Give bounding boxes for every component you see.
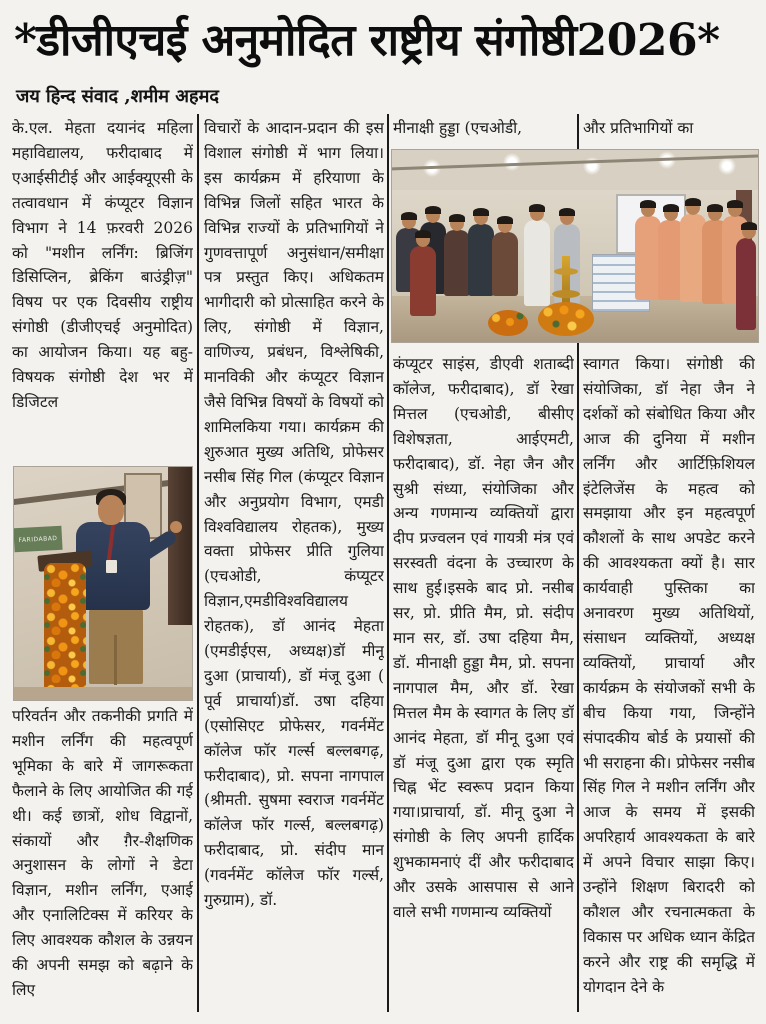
column-3-first-line [393,116,574,142]
doorway [168,467,192,625]
speaker-badge [106,560,117,573]
flower-arrangement [488,310,528,336]
attendee-figure [492,232,518,296]
column-4-first-line [583,116,755,142]
attendee-figure [468,224,494,296]
attendee-figure [410,246,436,316]
column-4-body-text [583,352,755,1016]
column-3-body-text [393,352,574,1016]
podium-photo [13,466,193,701]
faridabad-sign [13,526,62,552]
byline: जय हिन्द संवाद ,शमीम अहमद [16,86,219,107]
column-1-bottom-text [12,704,193,1016]
faridabad-sign-text: FARIDABAD [18,534,58,544]
brass-lamp-tier [554,268,578,275]
brass-lamp-tier [552,290,580,298]
speaker-head [98,495,124,525]
paragraph: परिवर्तन और तकनीकी प्रगति में मशीन लर्निंग की महत्वपूर्ण भूमिका के बारे में जागरूकता फैलाने के लिए आयोजित की गई थी। कई छात्रों, शोध विद्वानों, संकायों और ग़ैर-शैक्षणिक अनुशासन के लोगों ने डेटा विज्ञान, मशीन लर्निंग, एआई और एनालिटिक्स में करियर के लिए आवश्यक कौशल के उन्नयन की अपनी समझ को बढ़ाने के लिए [12,707,193,999]
ceremony-photo [391,149,759,343]
attendee-figure [736,238,756,330]
column-2-text [204,116,384,1012]
paragraph: कंप्यूटर साइंस, डीएवी शताब्दी कॉलेज, फरीदाबाद), डॉ रेखा मित्तल (एचओडी, बीसीए विशेषज्ञता, आईएमटी, फरीदाबाद), डॉ. नेहा जैन और सुश्री संध्या, संयोजिका और अन्य गणमान्य व्यक्तियों द्वारा दीप प्रज्वलन एवं गायत्री मंत्र एवं सरस्वती वंदना के उच्चारण के साथ हुई।इसके बाद प्रो. नसीब सर, प्रो. प्रीति मैम, प्रो. संदीप मान सर, डॉ. उषा दहिया मैम, डॉ. मीनाक्षी हुड्डा मैम, प्रो. सपना नागपाल मैम, और डॉ. रेखा मित्तल मैम के स्वागत के लिए डॉ आनंद मेहता, डॉ मीनू दुआ एवं डॉ मंजू दुआ द्वारा एक स्मृति चिह्न भेंट स्वरूप प्रदान किया गया।प्राचार्या, डॉ. मीनू दुआ ने संगोष्ठी के लिए अपनी हार्दिक शुभकामनाएं दीं और फरीदाबाद और उसके आसपास से आने वाले सभी गणमान्य व्यक्तियों [393,355,574,921]
speaker-hand [170,521,182,533]
paragraph: विचारों के आदान-प्रदान की इस विशाल संगोष्ठी में भाग लिया। इस कार्यक्रम में हरियाणा के विभिन्न जिलों सहित भारत के विभिन्न राज्यों के प्रतिभागियों ने गुणवत्तापूर्ण अनुसंधान/समीक्षा पत्र प्रस्तुत किए। अधिकतम भागीदारी को प्रोत्साहित करने के लिए, संगोष्ठी में विज्ञान, वाणिज्य, प्रबंधन, विश्लेषिकी, मानविकी और कंप्यूटर विज्ञान जैसे विभिन्न विषयों के विषयों को शामिलकिया गया। कार्यक्रम की शुरुआत मुख्य अतिथि, प्रोफेसर नसीब सिंह गिल (कंप्यूटर विज्ञान और अनुप्रयोग विभाग, एमडी विश्वविद्यालय रोहतक), मुख्य वक्ता प्रोफेसर प्रीति गुलिया (एचओडी, कंप्यूटर विज्ञान,एमडीविश्वविद्यालय रोहतक), डॉ आनंद मेहता (एमडीईएस, अध्यक्ष)डॉ मीनू दुआ (प्राचार्या), डॉ मंजू दुआ ( पूर्व प्राचार्या)डॉ. उषा दहिया (एसोसिएट प्रोफेसर, गवर्नमेंट कॉलेज फॉर गर्ल्स बल्लबगढ़, फरीदाबाद), प्रो. सपना नागपाल (श्रीमती. सुषमा स्वराज गवर्नमेंट कॉलेज फॉर गर्ल्स, बल्लबगढ़) फरीदाबाद, प्रो. संदीप मान (गवर्नमेंट कॉलेज फॉर गर्ल्स, गुरुग्राम), डॉ. [204,119,384,910]
attendee-figure [444,230,470,296]
column-1-top-text [12,116,193,464]
headline: *डीजीएचई अनुमोदित राष्ट्रीय संगोष्ठी2026* [14,15,720,66]
paragraph: के.एल. मेहता दयानंद महिला महाविद्यालय, फरीदाबाद में एआईसीटीई और आईक्यूएसी के तत्वावधान में कंप्यूटर विज्ञान विभाग ने 14 फ़रवरी 2026 को "मशीन लर्निंग: ब्रिजिंग डिसिप्लिन, ब्रेकिंग बाउंड्रीज़" विषय पर एक दिवसीय राष्ट्रीय संगोष्ठी (डीजीएचई अनुमोदित) का आयोजन किया। यह बहु-विषयक संगोष्ठी देश भर में डिजिटल [12,119,193,411]
paragraph: स्वागत किया। संगोष्ठी की संयोजिका, डॉ नेहा जैन ने दर्शकों को संबोधित किया और आज की दुनिया में मशीन लर्निंग और आर्टिफ़िशियल इंटेलिजेंस के महत्व को समझाया और इन महत्वपूर्ण कौशलों के साथ अपडेट करने की आवश्यकता क्यों है। सार कार्यवाही पुस्तिका का अनावरण मुख्य अतिथियों, संसाधन व्यक्तियों, अध्यक्ष व्यक्तियों, प्राचार्या और कार्यक्रम के संयोजकों सभी के बीच किया गया, जिन्होंने संपादकीय बोर्ड के प्रयासों की भी सराहना की। प्रोफेसर नसीब सिंह गिल ने मशीन लर्निंग और आज के समय में इसकी अपरिहार्य आवश्यकता के बारे में अपने विचार साझा किए। उन्होंने शिक्षण बिरादरी को कौशल और रचनात्मकता के विकास पर अधिक ध्यान केंद्रित करने और राष्ट्र की समृद्धि में योगदान देने के [583,355,755,996]
paragraph: और प्रतिभागियों का [583,119,694,137]
speaker-in-white-figure [524,220,550,306]
stage-floor [14,687,192,700]
column-divider-2 [387,114,389,1012]
marigold-garland [44,563,86,701]
column-divider-1 [197,114,199,1012]
paragraph: मीनाक्षी हुड्डा (एचओडी, [393,119,523,137]
speaker-leg-line [114,635,117,685]
flower-arrangement [538,302,594,336]
